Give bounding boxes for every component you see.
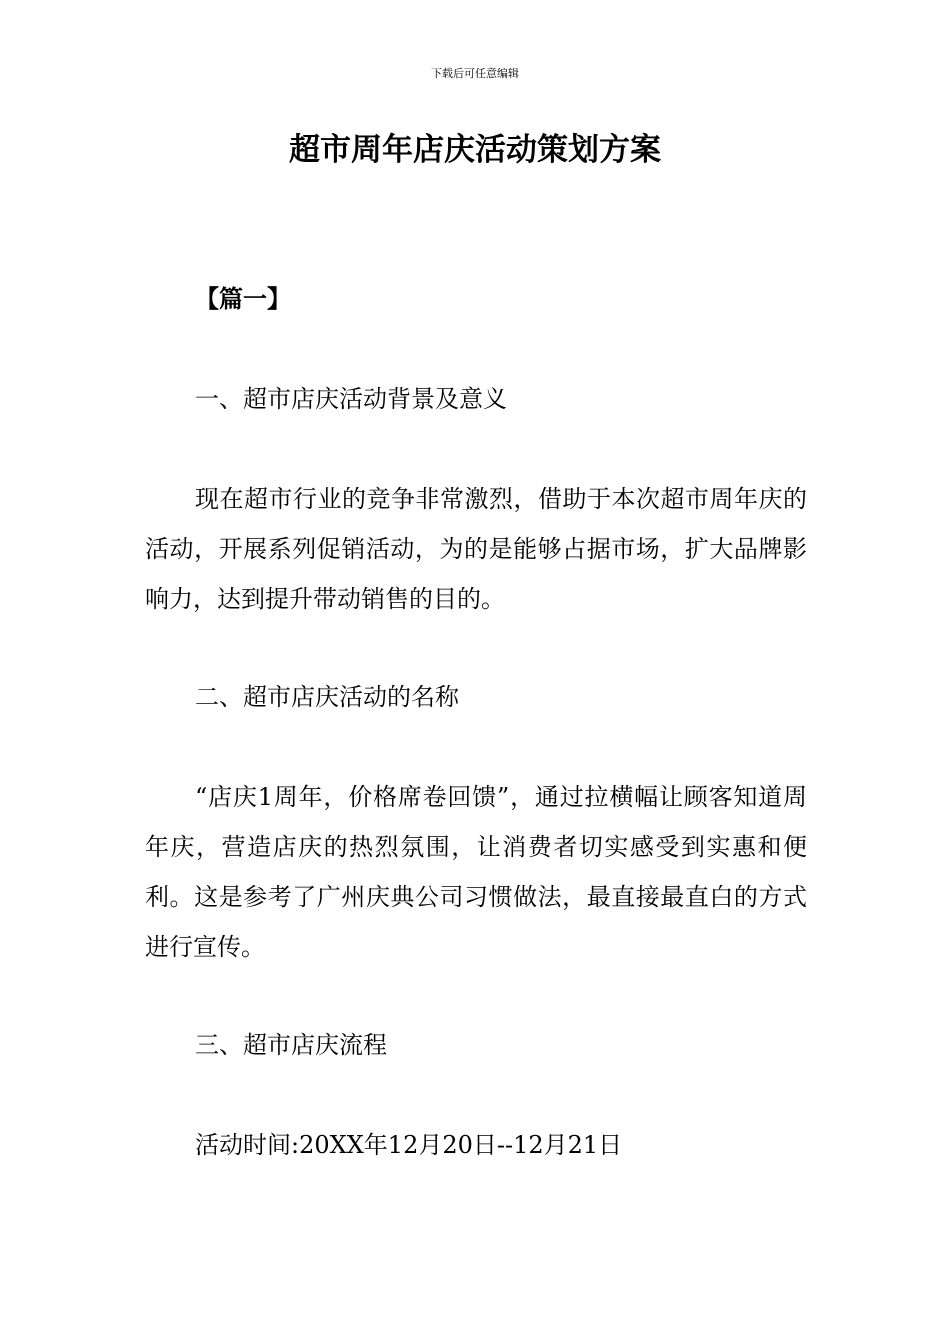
- section-heading-1: 一、超市店庆活动背景及意义: [195, 385, 507, 413]
- paragraph-activity-name: “店庆1周年，价格席卷回馈”，通过拉横幅让顾客知道周年庆，营造店庆的热烈氛围，让消费者切实感受到实惠和便利。这是参考了广州庆典公司习惯做法，最直接最直白的方式进行宣传。: [145, 783, 807, 961]
- section-heading-3: 三、超市店庆流程: [195, 1031, 387, 1059]
- header-note: 下载后可任意编辑: [431, 67, 519, 80]
- paragraph-background: 现在超市行业的竞争非常激烈，借助于本次超市周年庆的活动，开展系列促销活动，为的是能够占据市场，扩大品牌影响力，达到提升带动销售的目的。: [145, 485, 807, 613]
- section-tag: 【篇一】: [195, 284, 291, 313]
- section-heading-2: 二、超市店庆活动的名称: [195, 683, 459, 711]
- page-title: 超市周年店庆活动策划方案: [289, 132, 661, 168]
- activity-time: 活动时间:20XX年12月20日--12月21日: [195, 1131, 623, 1159]
